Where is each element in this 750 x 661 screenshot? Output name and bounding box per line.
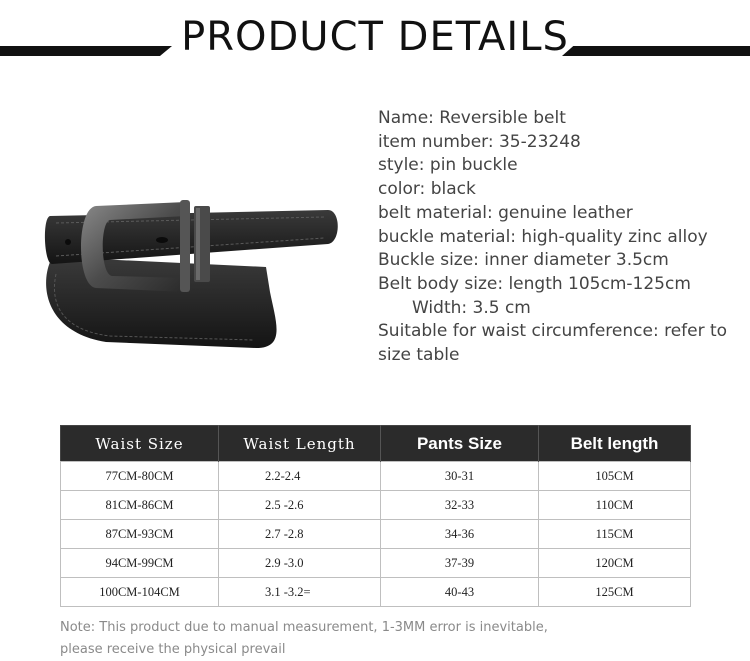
cell-pants-size: 34-36: [381, 520, 539, 549]
page-title: PRODUCT DETAILS: [181, 14, 569, 60]
cell-waist-length: 2.9 -3.0: [219, 549, 381, 578]
section-header: [0, 0, 750, 80]
cell-waist-length: 2.7 -2.8: [219, 520, 381, 549]
detail-width: Width: 3.5 cm: [412, 297, 531, 318]
detail-waist-line1: Suitable for waist circumference: refer to: [378, 321, 728, 342]
header-pants-size: Pants Size: [381, 426, 539, 462]
cell-pants-size: 30-31: [381, 462, 539, 491]
cell-belt-length: 105CM: [539, 462, 691, 491]
cell-belt-length: 120CM: [539, 549, 691, 578]
cell-waist-size: 94CM-99CM: [61, 549, 219, 578]
measurement-note: [60, 617, 660, 661]
detail-belt-material: belt material: genuine leather: [378, 202, 633, 223]
table-row: [61, 491, 691, 520]
header-bar-right: [562, 46, 750, 56]
cell-belt-length: 115CM: [539, 520, 691, 549]
table-row: [61, 462, 691, 491]
detail-body-size: Belt body size: length 105cm-125cm: [378, 273, 691, 294]
table-row: [61, 549, 691, 578]
detail-item-number: item number: 35-23248: [378, 131, 581, 152]
cell-waist-length: 2.2-2.4: [219, 462, 381, 491]
cell-waist-size: 100CM-104CM: [61, 578, 219, 607]
product-details: [378, 107, 750, 368]
cell-pants-size: 37-39: [381, 549, 539, 578]
note-line2: please receive the physical prevail: [60, 642, 286, 657]
table-row: [61, 578, 691, 607]
detail-waist-line2: size table: [378, 345, 460, 366]
cell-belt-length: 110CM: [539, 491, 691, 520]
header-waist-length: Waist Length: [219, 426, 381, 462]
size-table-header: [61, 426, 691, 462]
belt-product-image: [36, 192, 346, 358]
size-table: [60, 425, 691, 607]
cell-waist-size: 81CM-86CM: [61, 491, 219, 520]
cell-waist-length: 2.5 -2.6: [219, 491, 381, 520]
header-belt-length: Belt length: [539, 426, 691, 462]
cell-waist-length: 3.1 -3.2=: [219, 578, 381, 607]
cell-belt-length: 125CM: [539, 578, 691, 607]
detail-buckle-material: buckle material: high-quality zinc alloy: [378, 226, 708, 247]
note-line1: Note: This product due to manual measurement, 1-3MM error is inevitable,: [60, 620, 548, 635]
table-row: [61, 520, 691, 549]
detail-name: Name: Reversible belt: [378, 108, 566, 128]
cell-waist-size: 77CM-80CM: [61, 462, 219, 491]
cell-pants-size: 32-33: [381, 491, 539, 520]
cell-waist-size: 87CM-93CM: [61, 520, 219, 549]
detail-style: style: pin buckle: [378, 155, 518, 176]
header-waist-size: Waist Size: [61, 426, 219, 462]
detail-buckle-size: Buckle size: inner diameter 3.5cm: [378, 250, 669, 271]
cell-pants-size: 40-43: [381, 578, 539, 607]
detail-color: color: black: [378, 179, 476, 200]
